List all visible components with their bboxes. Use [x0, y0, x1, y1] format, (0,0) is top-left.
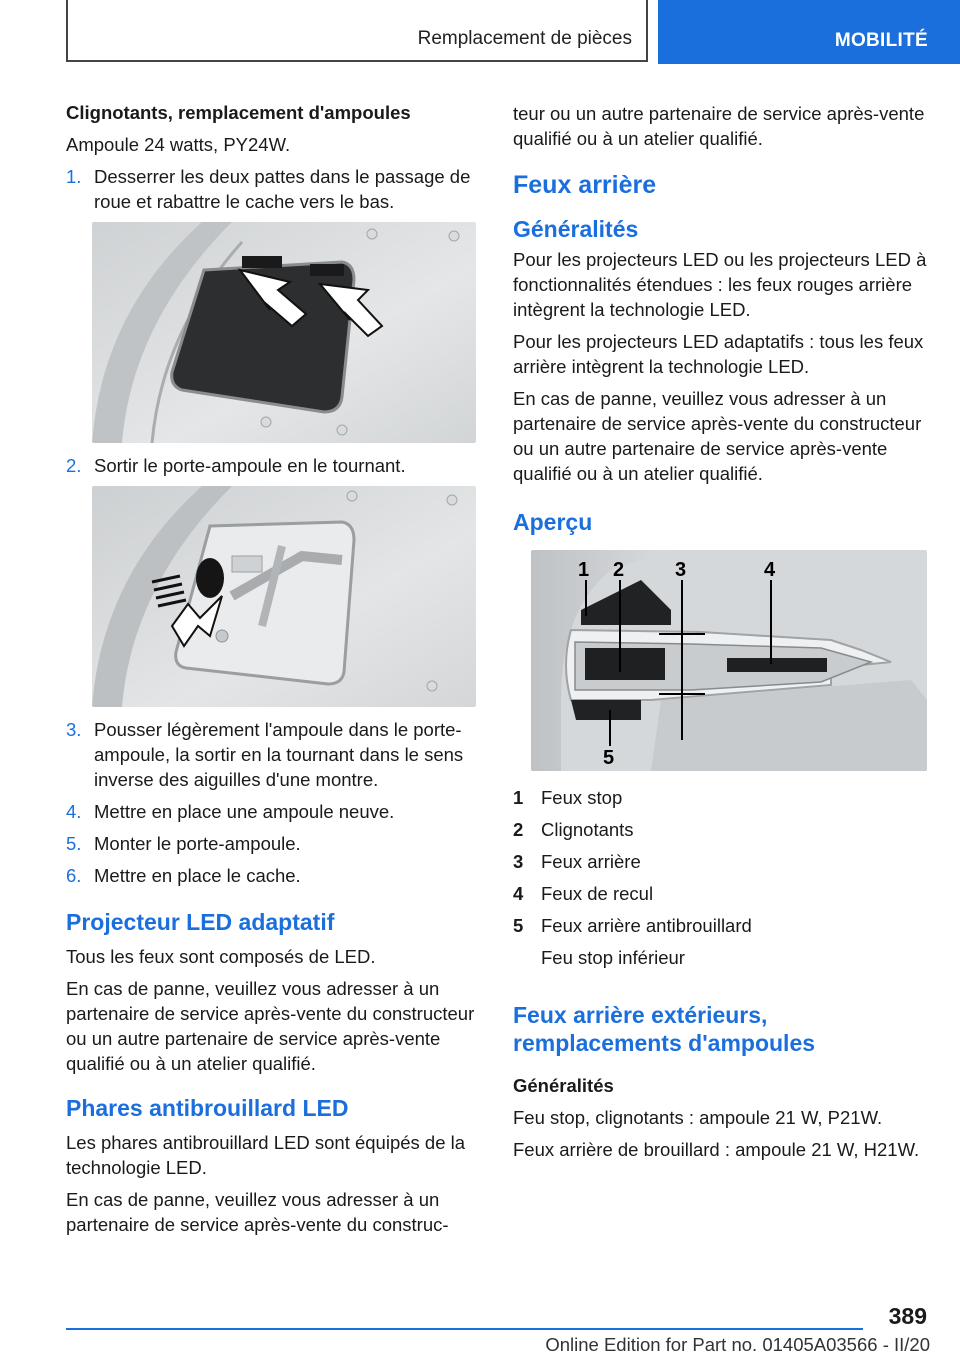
legend-label: Feux arrière [541, 851, 641, 872]
legend-item [513, 913, 927, 977]
legend-number: 3 [513, 851, 524, 872]
step-4 [66, 799, 478, 824]
legend-item [513, 817, 927, 842]
step-2 [66, 453, 478, 478]
step-number: 3. [66, 719, 82, 740]
step-number: 5. [66, 833, 82, 854]
fog-lights-text-1: Les phares antibrouillard LED sont équipés de la technologie LED. [66, 1132, 466, 1178]
turn-signal-title: Clignotants, remplacement d'ampoules [66, 102, 411, 123]
legend-label-group [541, 913, 752, 977]
legend-item [513, 849, 927, 874]
general-text-1: Pour les projecteurs LED ou les projecteurs LED à fonctionnalités étendues : les feux rouges arrière intègrent la technologie LED. [513, 249, 927, 320]
step-text: Desserrer les deux pattes dans le passage de roue et rabattre le cache vers le bas. [94, 166, 471, 212]
continued-text: teur ou un autre partenaire de service après-vente qualifié ou à un atelier qualifié. [513, 103, 925, 149]
callout-2: 2 [613, 559, 625, 581]
callout-1: 1 [578, 559, 590, 581]
turn-signal-intro: Ampoule 24 watts, PY24W. [66, 134, 291, 155]
legend-label: Feux stop [541, 787, 623, 808]
legend-number: 1 [513, 787, 524, 808]
step-number: 2. [66, 455, 82, 476]
step-number: 4. [66, 801, 82, 822]
header-section-title: Remplacement de pièces [417, 28, 632, 49]
fog-lights-text-2: En cas de panne, veuillez vous adresser à un partenaire de service après-vente du construc- [66, 1189, 449, 1235]
step-text: Pousser légèrement l'ampoule dans le porte-ampoule, la sortir en la tournant dans le sens inverse des aiguilles d'une montre. [94, 719, 464, 790]
callout-4: 4 [764, 559, 776, 581]
general-heading: Généralités [513, 216, 639, 242]
legend-label-secondary: Feu stop inférieur [541, 947, 685, 968]
step-1 [66, 164, 478, 214]
exterior-rear-lights-heading: Feux arrière extérieurs, remplacements d'ampoules [513, 1002, 816, 1056]
step-number: 6. [66, 865, 82, 886]
legend [513, 785, 927, 977]
legend-item [513, 881, 927, 906]
legend-label: Feux de recul [541, 883, 654, 904]
step-text: Mettre en place une ampoule neuve. [94, 801, 395, 822]
legend-number: 5 [513, 915, 524, 936]
footer-edition: Online Edition for Part no. 01405A03566 - II/20 [545, 1334, 930, 1355]
right-column [513, 101, 927, 1169]
legend-label: Clignotants [541, 819, 634, 840]
legend-item [513, 785, 927, 810]
legend-number: 2 [513, 819, 524, 840]
page-number: 389 [888, 1303, 927, 1329]
step-text: Monter le porte-ampoule. [94, 833, 301, 854]
step-6 [66, 863, 478, 888]
step-text: Sortir le porte-ampoule en le tournant. [94, 455, 406, 476]
adaptive-led-heading: Projecteur LED adaptatif [66, 909, 335, 935]
callout-5: 5 [603, 747, 615, 769]
exterior-general-subheading: Généralités [513, 1075, 614, 1096]
figure-bulb-holder [92, 486, 476, 707]
general-text-3: En cas de panne, veuillez vous adresser à un partenaire de service après-vente du constructeur ou un autre partenaire de service après-vente qualifié ou à un atelier qualifié. [513, 388, 922, 484]
footer-divider [66, 1328, 863, 1330]
overview-heading: Aperçu [513, 509, 593, 535]
callout-3: 3 [675, 559, 687, 581]
adaptive-led-text-1: Tous les feux sont composés de LED. [66, 946, 376, 967]
step-text: Mettre en place le cache. [94, 865, 301, 886]
legend-number: 4 [513, 883, 524, 904]
header-chapter-label: MOBILITÉ [834, 30, 928, 51]
figure-cover-clips [92, 222, 476, 443]
left-column [66, 100, 478, 1244]
adaptive-led-text-2: En cas de panne, veuillez vous adresser à un partenaire de service après-vente du constructeur ou un autre partenaire de service après-vente qualifié ou à un atelier qualifié. [66, 978, 475, 1074]
step-3 [66, 717, 478, 792]
header-chapter-tab [658, 0, 960, 64]
exterior-text-1: Feu stop, clignotants : ampoule 21 W, P21W. [513, 1107, 883, 1128]
step-number: 1. [66, 166, 82, 187]
fog-lights-heading: Phares antibrouillard LED [66, 1095, 349, 1121]
exterior-text-2: Feux arrière de brouillard : ampoule 21 W, H21W. [513, 1139, 920, 1160]
header-section-box [66, 0, 648, 62]
general-text-2: Pour les projecteurs LED adaptatifs : tous les feux arrière intègrent la technologie LED. [513, 331, 924, 377]
figure-tail-light-overview [531, 550, 927, 771]
step-5 [66, 831, 478, 856]
rear-lights-heading: Feux arrière [513, 171, 657, 199]
legend-label: Feux arrière antibrouillard [541, 915, 752, 936]
